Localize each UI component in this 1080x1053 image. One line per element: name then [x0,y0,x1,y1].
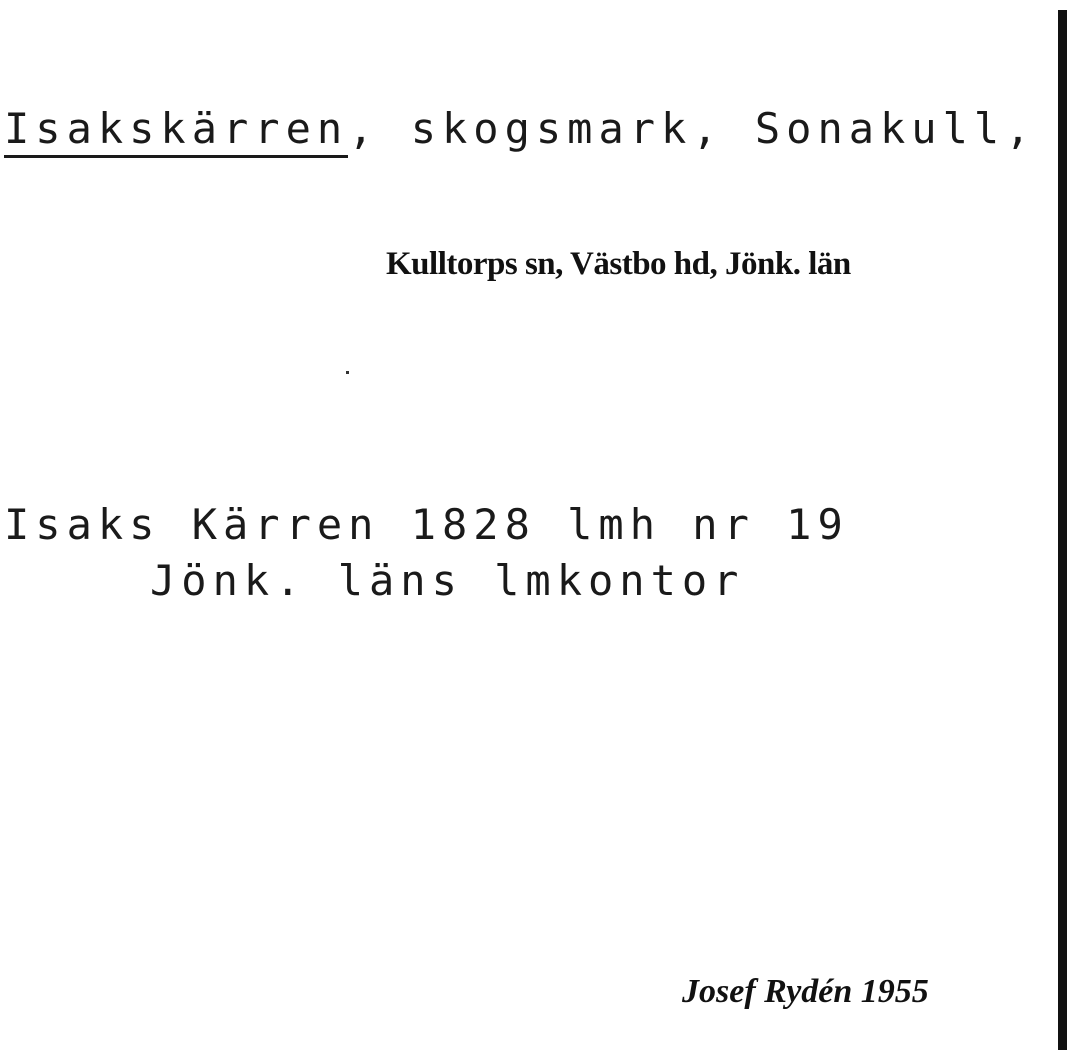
headline [4,104,1036,153]
ink-speck [346,371,349,374]
source-line-2: Jönk. läns lmkontor [150,556,745,605]
source-line-1: Isaks Kärren 1828 lmh nr 19 [4,500,849,549]
location-stamp: Kulltorps sn, Västbo hd, Jönk. län [386,246,851,282]
headword: Isakskärren [4,104,348,158]
signature-stamp: Josef Rydén 1955 [682,973,929,1010]
headline-rest: , skogsmark, Sonakull, [348,104,1037,153]
card-edge-shadow [1058,10,1067,1050]
